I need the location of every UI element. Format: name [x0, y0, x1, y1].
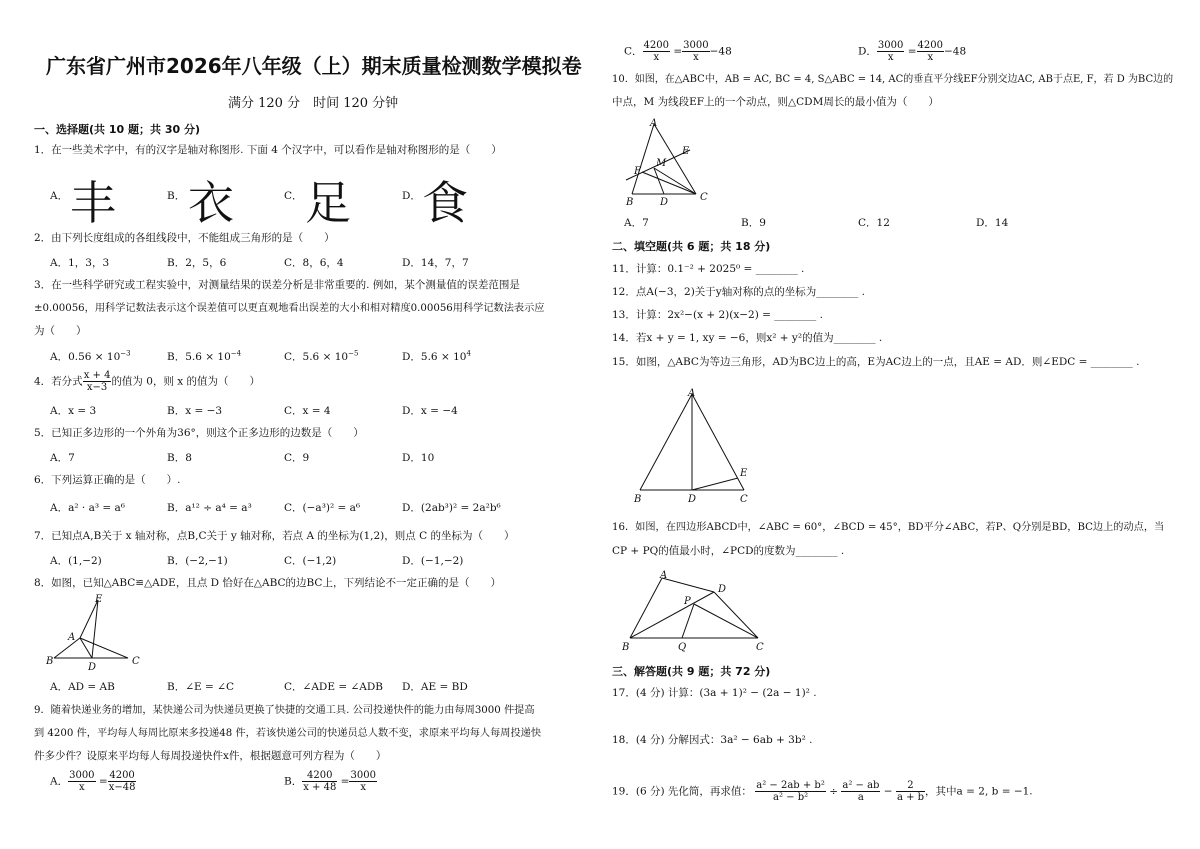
q4-opt-a: A．x = 3 [50, 405, 97, 417]
q3-opt-a: A．$0.56 \times 10^{-3}$ [50, 349, 131, 363]
q1-label-b: B． [167, 190, 186, 202]
q16-line-pc [694, 604, 758, 638]
q5-opt-b: B．8 [167, 452, 192, 464]
q10-label-d: D [660, 197, 669, 208]
q12-stem: 12．点A(−3，2)关于y轴对称的点的坐标为________ . [612, 286, 865, 298]
q10-opt-b: B．9 [741, 217, 766, 229]
q15-line-ac [692, 394, 744, 490]
q1-char-c: 足 [305, 176, 351, 230]
q2-opt-c: C．8，6，4 [284, 257, 344, 269]
q9-line1: 9．随着快递业务的增加，某快递公司为快递员更换了快捷的交通工具. 公司投递快件的能力由每周3000 件提高 [34, 705, 535, 716]
q10-line2: 中点，M 为线段EF上的一个动点，则△CDM周长的最小值为（ ） [612, 96, 939, 108]
q16-line-dc [714, 592, 758, 638]
q9-opt-c: C． $\frac{4200}{x}$ = $\frac{3000}{x}$ −48 [624, 40, 732, 63]
q8-opt-d: D．AE = BD [402, 681, 468, 693]
q10-label-b: B [626, 197, 634, 208]
q3-stem-line3: 为（ ） [34, 325, 87, 337]
q15-line-ab [640, 394, 692, 490]
q3-stem-line2: ±0.00056，用科学记数法表示这个误差值可以更直观地看出误差的大小和相对精度0.00056用科学记数法表示应 [34, 303, 545, 314]
q18-stem: 18．(4 分) 分解因式：3a² − 6ab + 3b² . [612, 734, 813, 746]
q10-label-f: F [634, 166, 641, 177]
q6-stem: 6．下列运算正确的是（ ）. [34, 474, 181, 486]
q10-opt-d: D．14 [976, 217, 1009, 229]
q2-opt-a: A．1，3，3 [50, 257, 110, 269]
q9-opt-d: D． $\frac{3000}{x}$ = $\frac{4200}{x}$ −48 [858, 40, 967, 63]
q16-line-ad [662, 578, 714, 592]
q15-line-de [692, 478, 738, 490]
q8-line-ae [80, 600, 98, 638]
q9-line3: 件多少件？设原来平均每人每周投递快件x件，根据题意可列方程为（ ） [34, 750, 387, 762]
q1-char-a: 丰 [70, 176, 116, 230]
q14-stem: 14．若x + y = 1, xy = −6，则x² + y²的值为________ . [612, 332, 883, 344]
q8-label-c: C [132, 656, 140, 667]
q6-opt-d: D．(2ab³)² = 2a²b⁶ [402, 502, 501, 514]
q16-line2: CP + PQ的值最小时，∠PCD的度数为________ . [612, 545, 845, 557]
q8-label-b: B [46, 656, 54, 667]
q15-label-b: B [634, 494, 642, 505]
q1-char-d: 食 [422, 176, 468, 230]
q8-line-ac [80, 638, 128, 658]
q10-line-fc [642, 172, 696, 194]
q2-stem: 2．由下列长度组成的各组线段中，不能组成三角形的是（ ） [34, 232, 335, 244]
q15-stem: 15．如图，△ABC为等边三角形，AD为BC边上的高，E为AC边上的一点，且AE = AD．则∠EDC = ________ . [612, 356, 1140, 368]
q5-opt-d: D．10 [402, 452, 435, 464]
q1-label-d: D． [402, 190, 421, 202]
q3-opt-b: B．$5.6 \times 10^{-4}$ [167, 349, 242, 363]
q5-opt-a: A．7 [50, 452, 75, 464]
q16-label-p: P [684, 596, 691, 607]
q10-opt-a: A．7 [624, 217, 649, 229]
q5-opt-c: C．9 [284, 452, 310, 464]
q16-label-q: Q [678, 642, 687, 653]
q10-label-a: A [650, 118, 658, 129]
section-answer: 三、解答题(共 9 题；共 72 分) [612, 665, 771, 678]
q2-opt-d: D．14，7，7 [402, 257, 469, 269]
q10-label-m: M [656, 158, 667, 169]
q4-opt-b: B．x = −3 [167, 405, 223, 417]
q4-fraction: $\frac{x + 4}{x-3}$ [83, 370, 111, 393]
q8-label-d: D [88, 662, 97, 672]
q7-opt-c: C．(−1,2) [284, 555, 337, 567]
q10-line-mc [654, 168, 696, 194]
q3-stem-line1: 3．在一些科学研究或工程实验中，对测量结果的误差分析是非常重要的. 例如，某个测量值的误差范围是 [34, 279, 520, 291]
q8-opt-a: A．AD = AB [50, 681, 115, 693]
q1-label-a: A． [50, 190, 69, 202]
q15-label-a: A [688, 388, 696, 399]
q8-opt-c: C．∠ADE = ∠ADB [284, 681, 383, 693]
q10-opt-c: C．12 [858, 217, 890, 229]
q8-line-ab [54, 638, 80, 658]
q8-label-a: A [68, 632, 76, 643]
q4-stem: 4．若分式 $\frac{x + 4}{x-3}$ 的值为 0，则 x 的值为（ ） [34, 370, 261, 393]
q15-label-c: C [740, 494, 748, 505]
page-subtitle: 满分 120 分 时间 120 分钟 [228, 96, 399, 111]
q7-stem: 7．已知点A,B关于 x 轴对称，点B,C关于 y 轴对称，若点 A 的坐标为(1,2)，则点 C 的坐标为（ ） [34, 530, 515, 542]
q7-opt-a: A．(1,−2) [50, 555, 102, 567]
q2-opt-b: B．2，5，6 [167, 257, 227, 269]
q7-opt-d: D．(−1,−2) [402, 555, 464, 567]
q10-line1: 10．如图，在△ABC中，AB = AC, BC = 4, S△ABC = 14, AC的垂直平分线EF分别交边AC, AB于点E, F，若 D 为BC边的 [612, 74, 1174, 85]
q19-fraction-3: $\frac{2}{a + b}$ [896, 780, 925, 803]
q8-opt-b: B．∠E = ∠C [167, 681, 234, 693]
q19-fraction-1: $\frac{\text{a² − 2ab + b²}}{\text{a² − b²}}$ [756, 780, 825, 803]
q16-line1: 16．如图，在四边形ABCD中，∠ABC = 60°，∠BCD = 45°，BD平分∠ABC，若P、Q分别是BD，BC边上的动点，当 [612, 522, 1165, 533]
q10-line-dm [654, 168, 664, 194]
q19-stem: 19．(6 分) 先化简，再求值： $\frac{\text{a² − 2ab + b²}}{\text{a² − b²}}$ ÷ $\frac{\text{a² − ab}}{a}$ − $\frac{2}{a + b}$ ，其中a = 2, b = −1. [612, 780, 1033, 803]
q9-opt-b: B． $\frac{4200}{x + 48}$ = $\frac{3000}{x}$ [284, 770, 376, 793]
q1-stem: 1．在一些美术字中，有的汉字是轴对称图形. 下面 4 个汉字中，可以看作是轴对称图形的是（ ） [34, 144, 502, 156]
page-title: 广东省广州市2026年八年级（上）期末质量检测数学模拟卷 [46, 54, 582, 78]
q9-opt-a: A． $\frac{3000}{x}$ = $\frac{4200}{x-48}$ [50, 770, 136, 793]
q1-label-c: C． [284, 190, 303, 202]
q13-stem: 13．计算：2x²−(x + 2)(x−2) = ________ . [612, 309, 823, 321]
q17-stem: 17．(4 分) 计算：(3a + 1)² − (2a − 1)² . [612, 687, 817, 699]
q10-figure [620, 116, 720, 208]
q8-line-ed [92, 600, 98, 658]
q16-label-c: C [756, 642, 764, 653]
q10-line-ab [632, 124, 654, 194]
q6-opt-a: A．a² · a³ = a⁶ [50, 502, 125, 514]
q1-char-b: 衣 [188, 176, 234, 230]
q3-opt-d: D．$5.6 \times 10^4$ [402, 349, 471, 363]
q4-opt-d: D．x = −4 [402, 405, 458, 417]
section-fill: 二、填空题(共 6 题；共 18 分) [612, 240, 771, 253]
q6-opt-b: B．a¹² ÷ a⁴ = a³ [167, 502, 252, 514]
q16-label-d: D [718, 584, 727, 595]
q8-stem: 8．如图，已知△ABC≌△ADE，且点 D 恰好在△ABC的边BC上，下列结论不一定正确的是（ ） [34, 577, 501, 589]
q9-line2: 到 4200 件，平均每人每周比原来多投递48 件，若该快递公司的快递员总人数不变，求原来平均每人每周投递快 [34, 728, 542, 739]
q16-figure [622, 566, 782, 656]
q10-label-e: E [682, 146, 690, 157]
section-choice: 一、选择题(共 10 题；共 30 分) [34, 123, 200, 136]
q8-label-e: E [95, 594, 103, 605]
q3-opt-c: C．$5.6 \times 10^{-5}$ [284, 349, 359, 363]
q7-opt-b: B．(−2,−1) [167, 555, 228, 567]
q4-opt-c: C．x = 4 [284, 405, 331, 417]
q5-stem: 5．已知正多边形的一个外角为36°，则这个正多边形的边数是（ ） [34, 427, 364, 439]
q19-fraction-2: $\frac{\text{a² − ab}}{a}$ [842, 780, 880, 803]
q11-stem: 11．计算：0.1⁻² + 2025⁰ = ________ . [612, 263, 805, 275]
q15-label-d: D [688, 494, 697, 505]
q15-figure [630, 384, 780, 506]
q16-label-a: A [660, 570, 668, 581]
q6-opt-c: C．(−a³)² = a⁶ [284, 502, 361, 514]
q10-label-c: C [700, 192, 708, 203]
q15-label-e: E [740, 468, 748, 479]
q8-figure [46, 594, 156, 672]
q16-label-b: B [622, 642, 630, 653]
